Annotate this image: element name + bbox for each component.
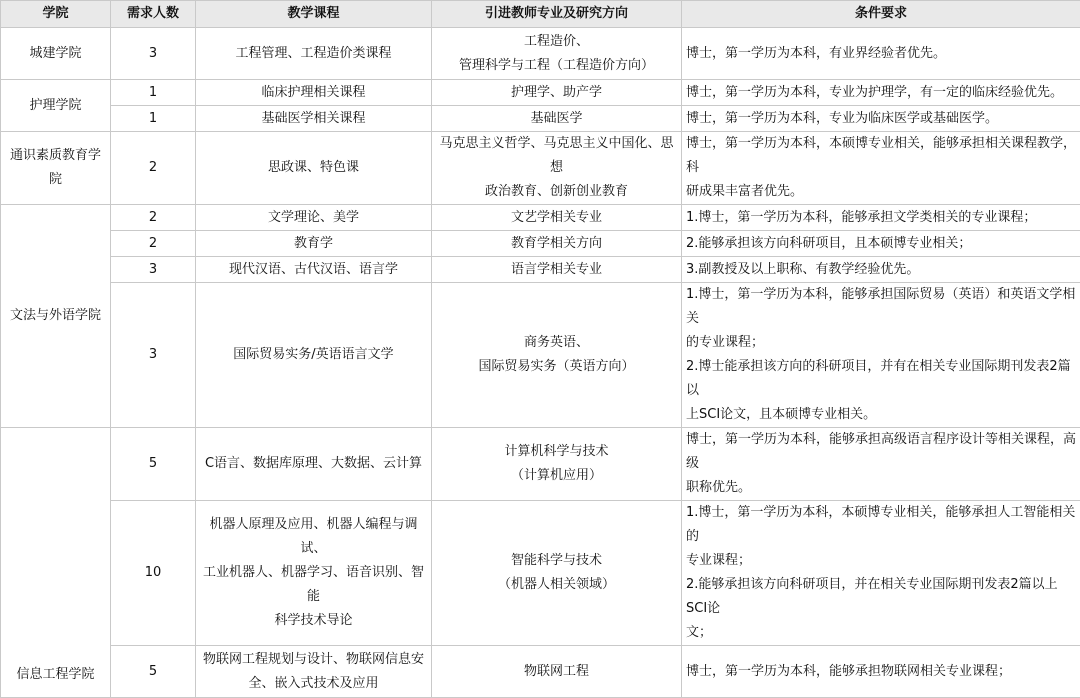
table-row — [1, 257, 1080, 283]
count-cell: 10 — [111, 501, 196, 646]
requirement-line: 博士，第一学历为本科，有业界经验者优先。 — [686, 42, 1076, 66]
major-line: 商务英语、 — [436, 331, 677, 355]
major-cell: 教育学相关方向 — [432, 231, 682, 257]
table-row — [1, 132, 1080, 205]
course-line: 物联网工程规划与设计、物联网信息安 — [200, 648, 427, 672]
college-cell: 通识素质教育学院 — [1, 132, 111, 205]
major-cell — [432, 501, 682, 646]
table-row — [1, 428, 1080, 501]
course-cell: 教育学 — [196, 231, 432, 257]
major-line: 管理科学与工程（工程造价方向） — [436, 54, 677, 78]
requirement-line: 博士，第一学历为本科，本硕博专业相关，能够承担相关课程教学，科 — [686, 132, 1076, 180]
major-cell — [432, 28, 682, 80]
table-row — [1, 231, 1080, 257]
course-cell: C语言、数据库原理、大数据、云计算 — [196, 428, 432, 501]
requirement-cell — [682, 428, 1080, 501]
header-row — [1, 1, 1080, 28]
count-cell: 1 — [111, 80, 196, 106]
major-cell: 物联网工程 — [432, 646, 682, 698]
requirement-cell: 博士，第一学历为本科，专业为临床医学或基础医学。 — [682, 106, 1080, 132]
major-cell — [432, 132, 682, 205]
requirement-cell — [682, 501, 1080, 646]
requirement-line: 1.博士，第一学历为本科，能够承担国际贸易（英语）和英语文学相关 — [686, 283, 1076, 331]
course-cell: 文学理论、美学 — [196, 205, 432, 231]
college-cell: 文法与外语学院 — [1, 205, 111, 428]
course-cell: 思政课、特色课 — [196, 132, 432, 205]
header-major: 引进教师专业及研究方向 — [432, 1, 682, 28]
college-cell: 信息工程学院 — [1, 428, 111, 698]
header-requirement: 条件要求 — [682, 1, 1080, 28]
course-cell — [196, 501, 432, 646]
course-cell: 临床护理相关课程 — [196, 80, 432, 106]
requirement-line: 2.能够承担该方向科研项目，并在相关专业国际期刊发表2篇以上SCI论 — [686, 573, 1076, 621]
requirement-line: 文； — [686, 621, 1076, 645]
course-cell: 工程管理、工程造价类课程 — [196, 28, 432, 80]
requirement-line: 博士，第一学历为本科，能够承担高级语言程序设计等相关课程，高级 — [686, 428, 1076, 476]
count-cell: 1 — [111, 106, 196, 132]
table-row — [1, 205, 1080, 231]
count-cell: 5 — [111, 428, 196, 501]
requirement-line: 1.博士，第一学历为本科，本硕博专业相关，能够承担人工智能相关的 — [686, 501, 1076, 549]
table-row — [1, 80, 1080, 106]
major-cell — [432, 283, 682, 428]
table-row — [1, 106, 1080, 132]
table-row — [1, 501, 1080, 646]
requirement-line: 上SCI论文，且本硕博专业相关。 — [686, 403, 1076, 427]
requirement-cell: 2.能够承担该方向科研项目，且本硕博专业相关； — [682, 231, 1080, 257]
course-cell: 国际贸易实务/英语语言文学 — [196, 283, 432, 428]
major-cell: 基础医学 — [432, 106, 682, 132]
major-cell: 语言学相关专业 — [432, 257, 682, 283]
major-line: 马克思主义哲学、马克思主义中国化、思想 — [436, 132, 677, 180]
requirement-line: 职称优先。 — [686, 476, 1076, 500]
requirement-line: 2.博士能承担该方向的科研项目，并有在相关专业国际期刊发表2篇以 — [686, 355, 1076, 403]
major-cell: 文艺学相关专业 — [432, 205, 682, 231]
requirement-cell — [682, 283, 1080, 428]
college-cell: 城建学院 — [1, 28, 111, 80]
major-line: 计算机科学与技术 — [436, 440, 677, 464]
course-cell: 基础医学相关课程 — [196, 106, 432, 132]
header-college: 学院 — [1, 1, 111, 28]
requirement-cell: 博士，第一学历为本科，能够承担物联网相关专业课程； — [682, 646, 1080, 698]
course-cell — [196, 646, 432, 698]
requirement-cell — [682, 28, 1080, 80]
count-cell: 2 — [111, 132, 196, 205]
course-line: 机器人原理及应用、机器人编程与调试、 — [200, 513, 427, 561]
table-row — [1, 28, 1080, 80]
header-count: 需求人数 — [111, 1, 196, 28]
requirement-cell: 3.副教授及以上职称、有教学经验优先。 — [682, 257, 1080, 283]
course-line: 工业机器人、机器学习、语音识别、智能 — [200, 561, 427, 609]
count-cell: 5 — [111, 646, 196, 698]
major-cell: 护理学、助产学 — [432, 80, 682, 106]
table-row — [1, 283, 1080, 428]
count-cell: 2 — [111, 231, 196, 257]
major-line: 智能科学与技术 — [436, 549, 677, 573]
table-row — [1, 646, 1080, 698]
course-cell: 现代汉语、古代汉语、语言学 — [196, 257, 432, 283]
count-cell: 3 — [111, 257, 196, 283]
count-cell: 3 — [111, 28, 196, 80]
requirement-line: 研成果丰富者优先。 — [686, 180, 1076, 204]
requirement-cell: 1.博士，第一学历为本科，能够承担文学类相关的专业课程； — [682, 205, 1080, 231]
requirement-cell: 博士，第一学历为本科，专业为护理学，有一定的临床经验优先。 — [682, 80, 1080, 106]
requirement-cell — [682, 132, 1080, 205]
count-cell: 2 — [111, 205, 196, 231]
major-line: （计算机应用） — [436, 464, 677, 488]
major-line: 政治教育、创新创业教育 — [436, 180, 677, 204]
requirement-line: 专业课程； — [686, 549, 1076, 573]
course-line: 全、嵌入式技术及应用 — [200, 672, 427, 696]
header-course: 教学课程 — [196, 1, 432, 28]
course-line: 科学技术导论 — [200, 609, 427, 633]
major-line: 工程造价、 — [436, 30, 677, 54]
major-cell — [432, 428, 682, 501]
requirement-line: 的专业课程； — [686, 331, 1076, 355]
college-cell: 护理学院 — [1, 80, 111, 132]
major-line: 国际贸易实务（英语方向） — [436, 355, 677, 379]
count-cell: 3 — [111, 283, 196, 428]
major-line: （机器人相关领域） — [436, 573, 677, 597]
